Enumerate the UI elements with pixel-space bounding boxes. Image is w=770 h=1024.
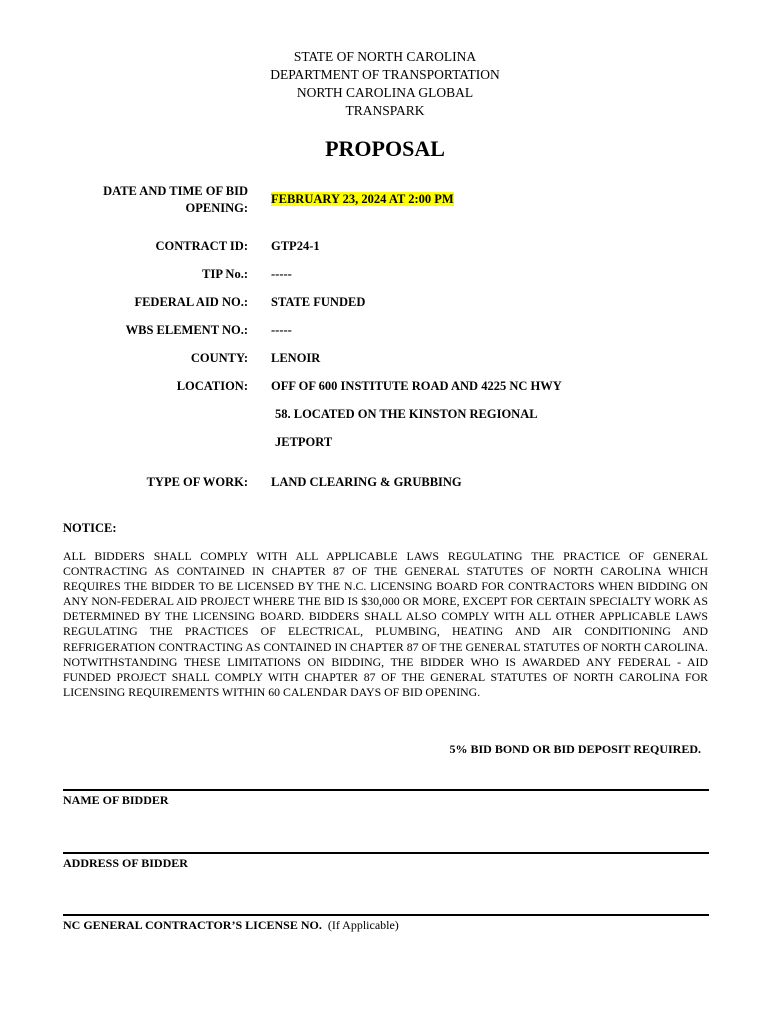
contract-id-label: CONTRACT ID: (155, 239, 248, 253)
location-line-1: OFF OF 600 INSTITUTE ROAD AND 4225 NC HWY (271, 379, 562, 393)
location-label: LOCATION: (176, 379, 248, 393)
federal-aid-label: FEDERAL AID NO.: (134, 295, 248, 309)
bid-opening-label-1: DATE AND TIME OF BID (103, 184, 248, 198)
bidder-address-label: ADDRESS OF BIDDER (63, 856, 188, 870)
license-line (63, 914, 709, 916)
work-type-label: TYPE OF WORK: (146, 475, 248, 489)
license-note: (If Applicable) (327, 918, 399, 932)
county-label: COUNTY: (190, 351, 248, 365)
bid-bond-notice: 5% BID BOND OR BID DEPOSIT REQUIRED. (449, 742, 701, 756)
tip-label: TIP No.: (202, 267, 248, 281)
license-label-text: NC GENERAL CONTRACTOR’S LICENSE NO. (63, 918, 322, 932)
work-type-value: LAND CLEARING & GRUBBING (271, 475, 462, 489)
header-department: DEPARTMENT OF TRANSPORTATION (270, 67, 500, 82)
bid-opening-date: FEBRUARY 23, 2024 AT 2:00 PM (271, 192, 454, 206)
bid-opening-label-2: OPENING: (185, 201, 248, 215)
notice-body: ALL BIDDERS SHALL COMPLY WITH ALL APPLICABLE LAWS REGULATING THE PRACTICE OF GENERAL CONTRACTING AS CONTAINED IN CHAPTER 87 OF THE GENERAL STATUTES OF NORTH CAROLINA WHICH REQUIRES THE BIDDER TO BE LICENSED BY THE N.C. LICENSING BOARD FOR CONTRACTORS WHEN BIDDING ON ANY NON-FEDERAL AID PROJECT WHERE THE BID IS $30,000 OR MORE, EXCEPT FOR CERTAIN SPECIALTY WORK AS DETERMINED BY THE LICENSING BOARD. BIDDERS SHALL ALSO COMPLY WITH ALL OTHER APPLICABLE LAWS REGULATING THE PRACTICES OF ELECTRICAL, PLUMBING, HEATING AND AIR CONDITIONING AND REFRIGERATION CONTRACTING AS CONTAINED IN CHAPTER 87 OF THE GENERAL STATUTES OF NORTH CAROLINA. NOTWITHSTANDING THESE LIMITATIONS ON BIDDING, THE BIDDER WHO IS AWARDED ANY FEDERAL - AID FUNDED PROJECT SHALL COMPLY WITH CHAPTER 87 OF THE GENERAL STATUTES OF NORTH CAROLINA FOR LICENSING REQUIREMENTS WITHIN 60 CALENDAR DAYS OF BID OPENING. (63, 549, 708, 699)
license-label (63, 918, 399, 933)
tip-value: ----- (271, 267, 292, 281)
notice-heading: NOTICE: (63, 521, 117, 535)
wbs-value: ----- (271, 323, 292, 337)
page-title: PROPOSAL (325, 136, 445, 161)
header-agency-cont: TRANSPARK (345, 103, 425, 118)
bidder-name-line (63, 789, 709, 791)
header-state: STATE OF NORTH CAROLINA (293, 49, 477, 64)
header-agency: NORTH CAROLINA GLOBAL (296, 85, 474, 100)
bidder-name-label: NAME OF BIDDER (63, 793, 169, 807)
bid-opening-value (271, 190, 454, 208)
county-value: LENOIR (271, 351, 321, 365)
contract-id-value: GTP24-1 (271, 239, 320, 253)
location-line-3: JETPORT (275, 435, 333, 449)
bidder-address-line (63, 852, 709, 854)
location-line-2: 58. LOCATED ON THE KINSTON REGIONAL (275, 407, 538, 421)
wbs-label: WBS ELEMENT NO.: (125, 323, 248, 337)
federal-aid-value: STATE FUNDED (271, 295, 366, 309)
